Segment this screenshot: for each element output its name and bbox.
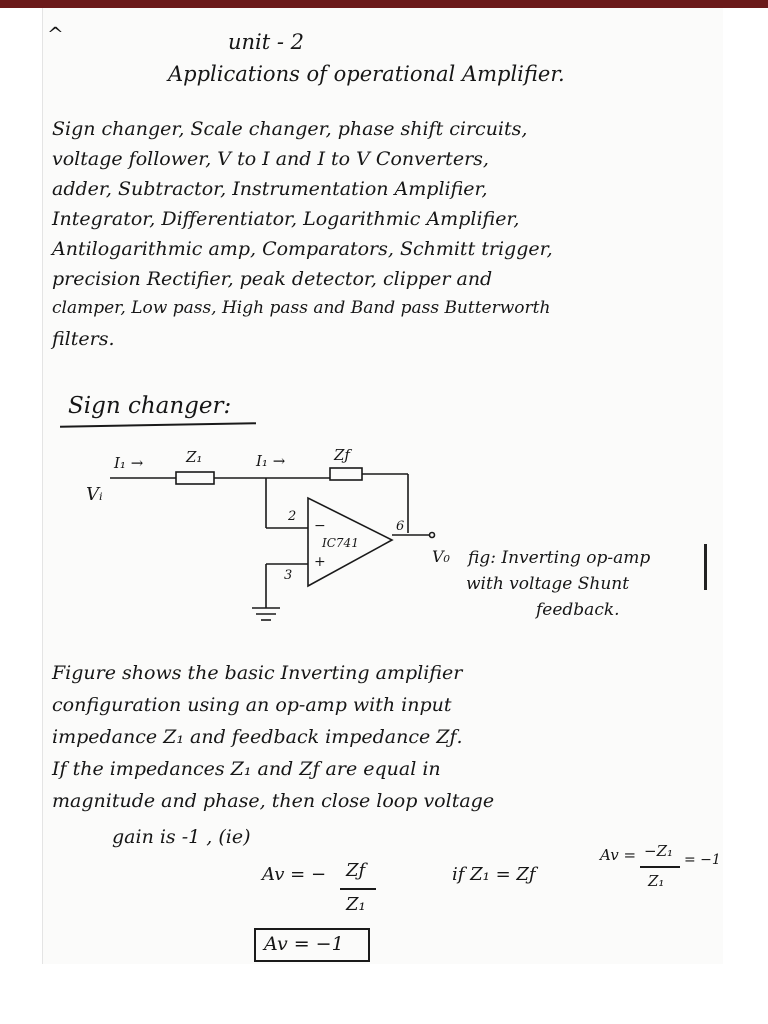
- page-title: Applications of operational Amplifier.: [168, 62, 565, 86]
- result-formula: Av = −1: [264, 933, 344, 955]
- gain-formula-lhs: Av = −: [262, 864, 327, 885]
- topic-line: Integrator, Differentiator, Logarithmic Amplifier,: [52, 208, 520, 230]
- pin-2-label: 2: [288, 509, 297, 524]
- topic-line: filters.: [52, 328, 115, 350]
- inverting-amplifier-circuit: [80, 440, 460, 640]
- corner-mark: ^: [47, 22, 64, 46]
- topic-line: voltage follower, V to I and I to V Converters,: [52, 148, 489, 170]
- paragraph-line: gain is -1 , (ie): [112, 826, 251, 848]
- topic-line: precision Rectifier, peak detector, clipper and: [52, 268, 493, 290]
- figure-caption: fig: Inverting op-amp: [468, 548, 651, 568]
- side-fraction-bar: [640, 866, 680, 868]
- feedback-impedance-label: Zƒ: [334, 446, 350, 464]
- feedback-current-label: I₁ →: [256, 452, 286, 470]
- paragraph-line: If the impedances Z₁ and Zƒ are equal in: [52, 758, 441, 780]
- side-formula-lhs: Av =: [600, 846, 637, 864]
- figure-caption: feedback.: [536, 600, 620, 620]
- gain-formula-denominator: Z₁: [346, 894, 366, 915]
- impedance-condition: if Z₁ = Zƒ: [452, 864, 536, 885]
- top-edge-strip: [0, 0, 768, 8]
- gain-formula-numerator: Zƒ: [346, 860, 366, 881]
- topic-line: Sign changer, Scale changer, phase shift circuits,: [52, 118, 528, 140]
- pin-3-label: 3: [284, 568, 293, 583]
- side-formula-numerator: −Z₁: [644, 842, 674, 860]
- section-heading: Sign changer:: [68, 393, 232, 419]
- input-voltage-label: Vᵢ: [86, 484, 103, 505]
- fraction-bar: [340, 888, 376, 890]
- unit-label: unit - 2: [228, 30, 305, 54]
- paragraph-line: Figure shows the basic Inverting amplifier: [52, 662, 463, 684]
- topic-line: clamper, Low pass, High pass and Band pass Butterworth: [52, 298, 551, 318]
- input-impedance-label: Z₁: [186, 448, 203, 466]
- figure-caption: with voltage Shunt: [466, 574, 630, 594]
- paragraph-line: configuration using an op-amp with input: [52, 694, 452, 716]
- pin-6-label: 6: [396, 519, 405, 534]
- input-current-label: I₁ →: [114, 454, 144, 472]
- plus-input-sign: +: [314, 554, 326, 570]
- paragraph-line: magnitude and phase, then close loop voltage: [52, 790, 495, 812]
- topic-line: Antilogarithmic amp, Comparators, Schmitt trigger,: [52, 238, 553, 260]
- result-box: [254, 928, 370, 962]
- ic-label: IC741: [322, 536, 359, 550]
- topic-line: adder, Subtractor, Instrumentation Amplifier,: [52, 178, 488, 200]
- paragraph-line: impedance Z₁ and feedback impedance Zƒ.: [52, 726, 463, 748]
- side-formula-result: = −1: [684, 852, 721, 868]
- margin-bracket: [704, 544, 707, 590]
- output-voltage-label: V₀: [432, 547, 450, 566]
- side-formula-denominator: Z₁: [648, 872, 665, 890]
- minus-input-sign: −: [314, 518, 326, 534]
